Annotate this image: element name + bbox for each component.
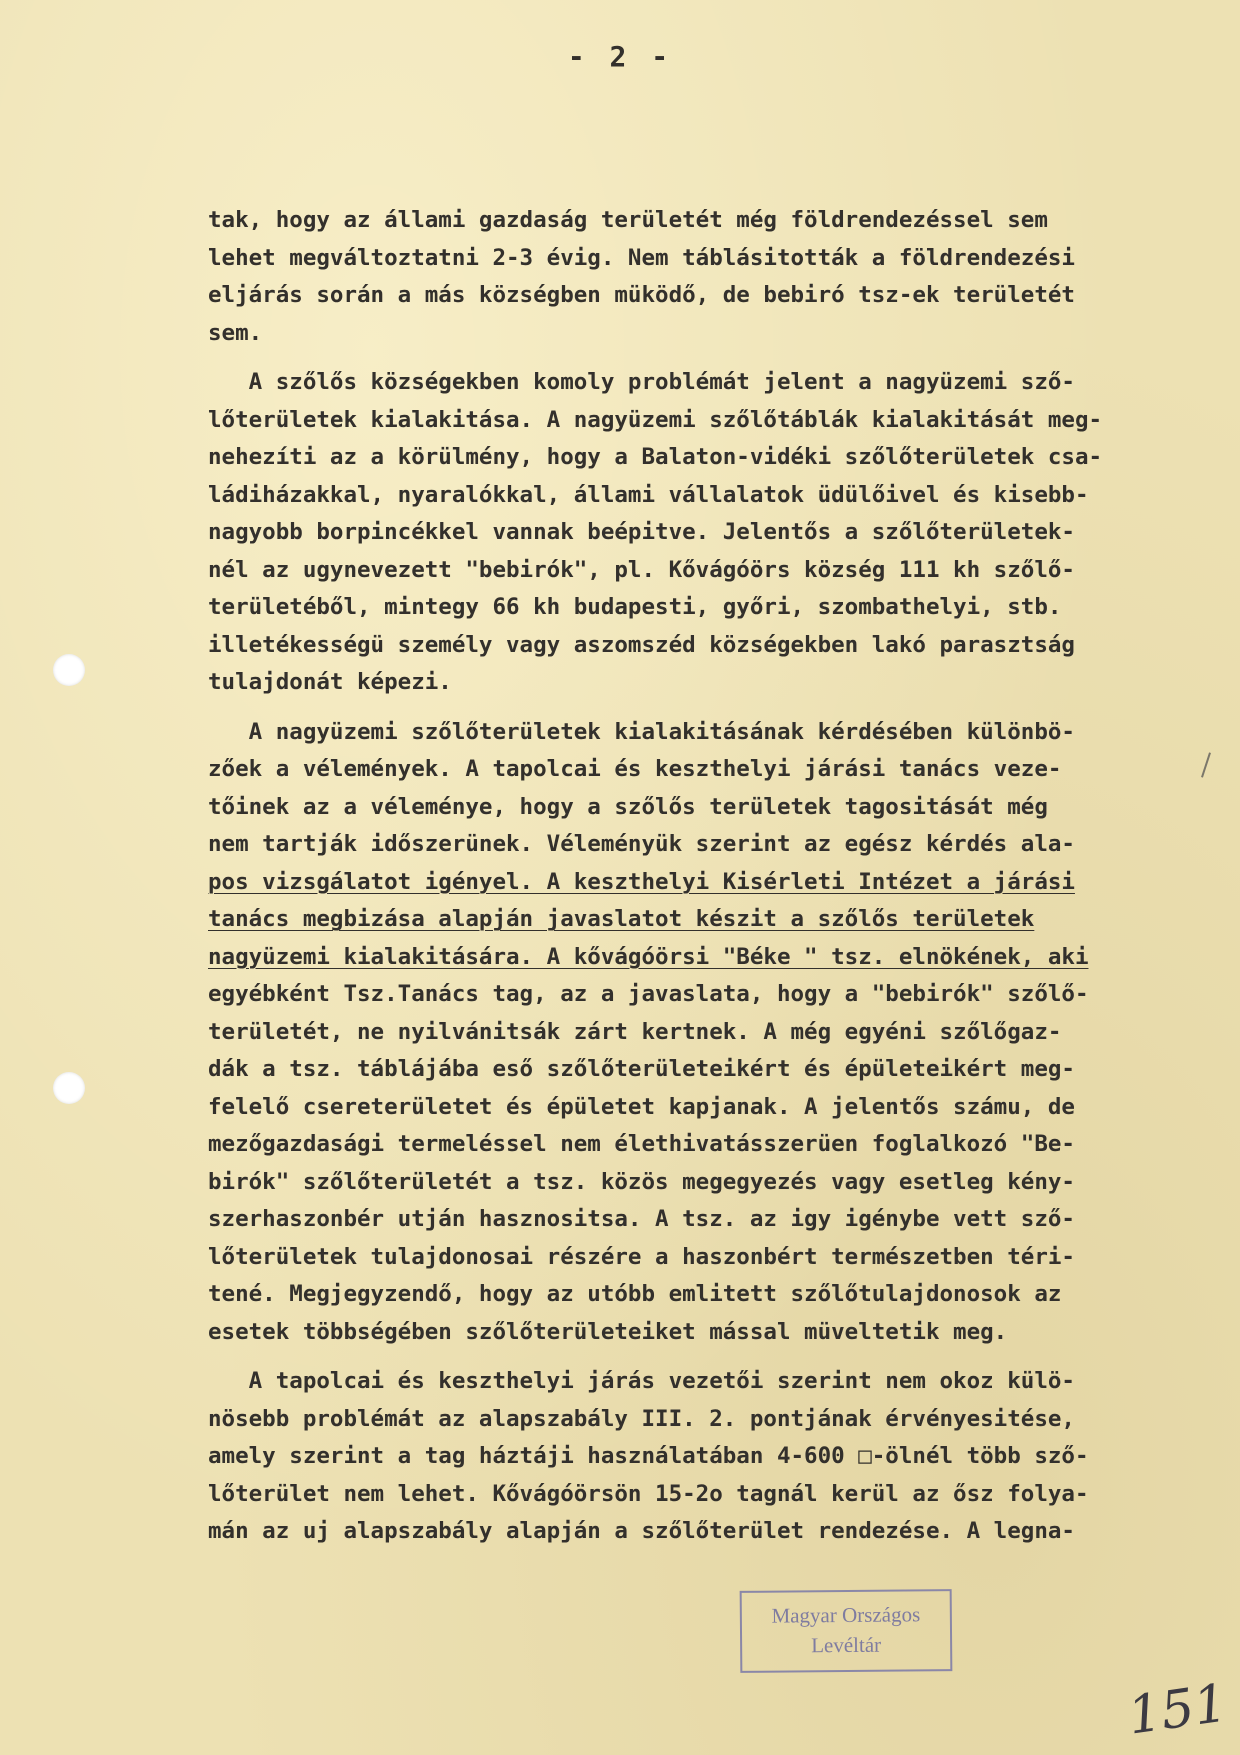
text-line: tőinek az a véleménye, hogy a szőlős területek tagositását még [208,793,1048,820]
text-line: A tapolcai és keszthelyi járás vezetői szerint nem okoz külö- [208,1368,1075,1394]
text-line: tulajdonát képezi. [208,669,452,695]
typewritten-body [208,202,1188,1563]
text-line: lehet megváltoztatni 2-3 évig. Nem táblásitották a földrendezési [208,244,1075,271]
text-line: nehezíti az a körülmény, hogy a Balaton-vidéki szőlőterületek csa- [208,444,1103,470]
text-line: esetek többségében szőlőterületeiket mással müveltetik meg. [208,1318,1008,1345]
text-line: lőterület nem lehet. Kővágóörsön 15-2o tagnál kerül az ősz folya- [208,1480,1089,1507]
paragraph-2 [208,364,1188,702]
text-line: ládiházakkal, nyaralókkal, állami vállalatok üdülőivel és kisebb- [208,481,1089,508]
text-line: A szőlős községekben komoly problémát jelent a nagyüzemi sző- [208,369,1075,395]
text-line: A nagyüzemi szőlőterületek kialakitásának kérdésében különbö- [208,718,1075,745]
text-line: zőek a vélemények. A tapolcai és keszthelyi járási tanács veze- [208,756,1062,782]
text-line: mán az uj alapszabály alapján a szőlőterület rendezése. A legna- [208,1518,1075,1544]
text-line: felelő csereterületet és épületet kapjanak. A jelentős számu, de [208,1093,1075,1120]
text-line: birók" szőlőterületét a tsz. közös megegyezés vagy esetleg kény- [208,1168,1075,1195]
archive-stamp [740,1589,953,1673]
text-line: tené. Megjegyzendő, hogy az utóbb emlitett szőlőtulajdonosok az [208,1281,1062,1307]
text-line: nagyobb borpincékkel vannak beépitve. Jelentős a szőlőterületek- [208,519,1075,545]
text-line: szerhaszonbér utján hasznositsa. A tsz. az igy igénybe vett sző- [208,1206,1075,1232]
text-line: mezőgazdasági termeléssel nem élethivatásszerüen foglalkozó "Be- [208,1131,1075,1157]
text-line-underlined: nagyüzemi kialakitására. A kővágóörsi "Béke " tsz. elnökének, aki [208,943,1089,970]
text-line-underlined: pos vizsgálatot igényel. A keszthelyi Kisérleti Intézet a járási [208,868,1075,895]
margin-pencil-mark [1201,752,1211,777]
handwritten-folio-number: 151 [1124,1673,1231,1747]
punch-hole-bottom [53,1072,85,1104]
text-line: lőterületek tulajdonosai részére a haszonbért természetben téri- [208,1243,1075,1270]
paragraph-1 [208,202,1188,352]
text-line: nél az ugynevezett "bebirók", pl. Kővágóörs község 111 kh szőlő- [208,556,1075,583]
page-number: - 2 - [567,40,673,73]
stamp-line-2: Levéltár [811,1632,882,1658]
text-line-underlined: tanács megbizása alapján javaslatot készit a szőlős területek [208,906,1035,932]
text-line: lőterületek kialakitása. A nagyüzemi szőlőtáblák kialakitását meg- [208,406,1103,433]
text-line: nösebb problémát az alapszabály III. 2. pontjának érvényesitése, [208,1405,1075,1432]
text-line: tak, hogy az állami gazdaság területét még földrendezéssel sem [208,207,1048,233]
text-line: eljárás során a más községben müködő, de bebiró tsz-ek területét [208,282,1075,308]
text-line: amely szerint a tag háztáji használatában 4-600 □-ölnél több sző- [208,1443,1089,1469]
text-line: sem. [208,319,263,346]
stamp-line-1: Magyar Országos [771,1602,921,1628]
text-line: területéből, mintegy 66 kh budapesti, győri, szombathelyi, stb. [208,594,1062,620]
text-line: illetékességü személy vagy aszomszéd községekben lakó parasztság [208,631,1075,658]
text-line: területét, ne nyilvánitsák zárt kertnek. A még egyéni szőlőgaz- [208,1018,1062,1045]
paragraph-3 [208,714,1188,1352]
text-line: dák a tsz. táblájába eső szőlőterületeikért és épületeikért meg- [208,1056,1075,1082]
punch-hole-top [53,654,85,686]
text-line: nem tartják időszerünek. Véleményük szerint az egész kérdés ala- [208,831,1075,857]
text-line: egyébként Tsz.Tanács tag, az a javaslata, hogy a "bebirók" szőlő- [208,981,1089,1007]
paragraph-4 [208,1363,1188,1551]
